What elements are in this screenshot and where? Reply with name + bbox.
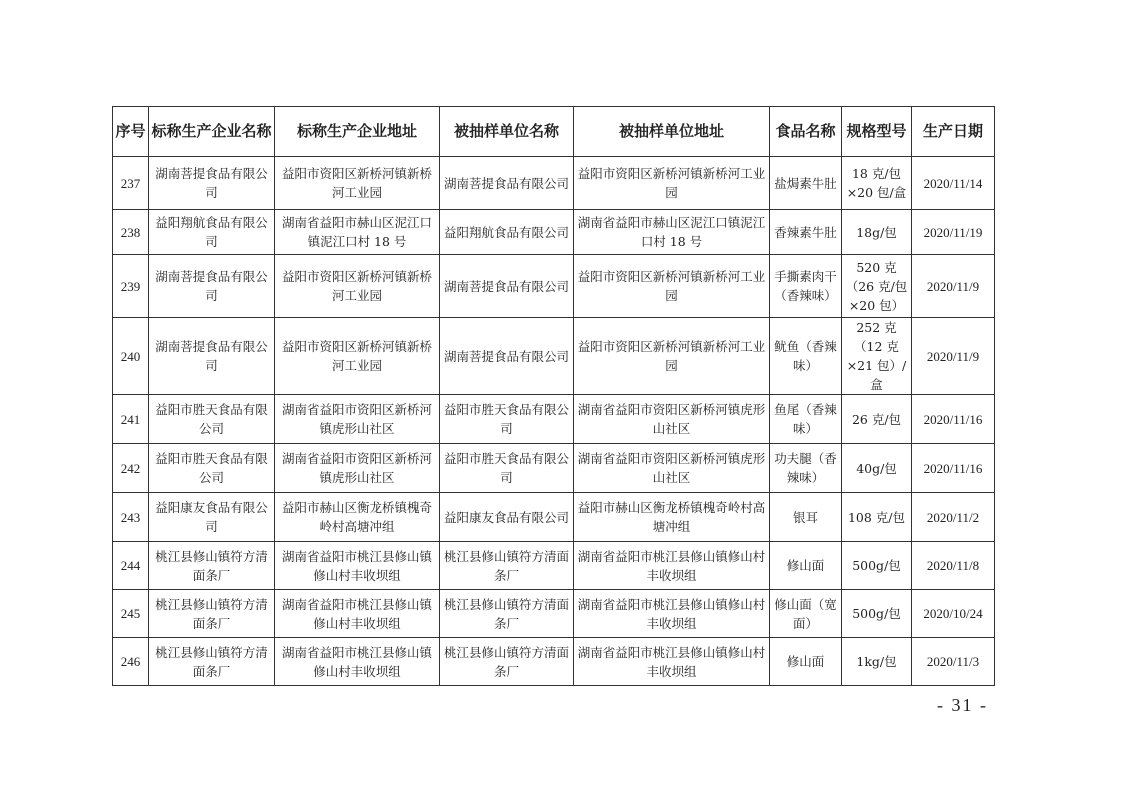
table-header-row bbox=[113, 107, 995, 157]
table-row bbox=[113, 444, 995, 493]
cell-food-name: 鱿鱼（香辣味） bbox=[770, 318, 842, 395]
cell-sampled-unit-name: 桃江县修山镇符方清面条厂 bbox=[440, 590, 574, 638]
cell-producer-address: 湖南省益阳市桃江县修山镇修山村丰收坝组 bbox=[275, 590, 440, 638]
cell-production-date: 2020/11/2 bbox=[912, 493, 995, 542]
table-row bbox=[113, 493, 995, 542]
table-row bbox=[113, 542, 995, 590]
cell-serial-no: 242 bbox=[113, 444, 149, 493]
cell-sampled-unit-address: 湖南省益阳市桃江县修山镇修山村丰收坝组 bbox=[574, 590, 770, 638]
header-specification: 规格型号 bbox=[842, 107, 912, 157]
cell-sampled-unit-address: 益阳市资阳区新桥河镇新桥河工业园 bbox=[574, 255, 770, 318]
table-row bbox=[113, 590, 995, 638]
table-row bbox=[113, 157, 995, 210]
cell-sampled-unit-address: 益阳市资阳区新桥河镇新桥河工业园 bbox=[574, 157, 770, 210]
cell-production-date: 2020/11/3 bbox=[912, 638, 995, 686]
cell-production-date: 2020/11/9 bbox=[912, 255, 995, 318]
cell-specification: 500g/包 bbox=[842, 542, 912, 590]
cell-food-name: 功夫腿（香辣味） bbox=[770, 444, 842, 493]
cell-serial-no: 245 bbox=[113, 590, 149, 638]
cell-producer-name: 益阳翔航食品有限公司 bbox=[149, 210, 275, 255]
cell-sampled-unit-address: 湖南省益阳市资阳区新桥河镇虎形山社区 bbox=[574, 444, 770, 493]
cell-sampled-unit-name: 益阳翔航食品有限公司 bbox=[440, 210, 574, 255]
sampling-table bbox=[112, 106, 995, 686]
cell-sampled-unit-address: 益阳市资阳区新桥河镇新桥河工业园 bbox=[574, 318, 770, 395]
cell-production-date: 2020/11/9 bbox=[912, 318, 995, 395]
cell-sampled-unit-address: 湖南省益阳市赫山区泥江口镇泥江口村 18 号 bbox=[574, 210, 770, 255]
cell-serial-no: 246 bbox=[113, 638, 149, 686]
cell-sampled-unit-address: 湖南省益阳市桃江县修山镇修山村丰收坝组 bbox=[574, 638, 770, 686]
cell-producer-address: 湖南省益阳市桃江县修山镇修山村丰收坝组 bbox=[275, 542, 440, 590]
cell-sampled-unit-name: 益阳市胜天食品有限公司 bbox=[440, 444, 574, 493]
cell-sampled-unit-address: 益阳市赫山区衡龙桥镇槐奇岭村高塘冲组 bbox=[574, 493, 770, 542]
cell-production-date: 2020/10/24 bbox=[912, 590, 995, 638]
header-producer-address: 标称生产企业地址 bbox=[275, 107, 440, 157]
cell-sampled-unit-name: 桃江县修山镇符方清面条厂 bbox=[440, 542, 574, 590]
cell-producer-name: 益阳市胜天食品有限公司 bbox=[149, 395, 275, 444]
cell-specification: 18g/包 bbox=[842, 210, 912, 255]
header-production-date: 生产日期 bbox=[912, 107, 995, 157]
page-number: - 31 - bbox=[937, 695, 988, 715]
cell-sampled-unit-name: 湖南菩提食品有限公司 bbox=[440, 255, 574, 318]
cell-producer-name: 益阳市胜天食品有限公司 bbox=[149, 444, 275, 493]
cell-producer-address: 湖南省益阳市桃江县修山镇修山村丰收坝组 bbox=[275, 638, 440, 686]
cell-specification: 520 克（26 克/包×20 包） bbox=[842, 255, 912, 318]
cell-producer-name: 湖南菩提食品有限公司 bbox=[149, 157, 275, 210]
cell-producer-address: 益阳市资阳区新桥河镇新桥河工业园 bbox=[275, 318, 440, 395]
header-sampled-unit-address: 被抽样单位地址 bbox=[574, 107, 770, 157]
cell-producer-name: 桃江县修山镇符方清面条厂 bbox=[149, 542, 275, 590]
cell-food-name: 手撕素肉干（香辣味） bbox=[770, 255, 842, 318]
cell-food-name: 鱼尾（香辣味） bbox=[770, 395, 842, 444]
cell-sampled-unit-name: 湖南菩提食品有限公司 bbox=[440, 318, 574, 395]
table-row bbox=[113, 255, 995, 318]
cell-producer-name: 桃江县修山镇符方清面条厂 bbox=[149, 590, 275, 638]
cell-sampled-unit-name: 益阳康友食品有限公司 bbox=[440, 493, 574, 542]
table-row bbox=[113, 395, 995, 444]
cell-serial-no: 243 bbox=[113, 493, 149, 542]
cell-food-name: 修山面 bbox=[770, 542, 842, 590]
cell-production-date: 2020/11/16 bbox=[912, 395, 995, 444]
cell-sampled-unit-name: 湖南菩提食品有限公司 bbox=[440, 157, 574, 210]
cell-food-name: 银耳 bbox=[770, 493, 842, 542]
cell-serial-no: 237 bbox=[113, 157, 149, 210]
cell-serial-no: 244 bbox=[113, 542, 149, 590]
cell-food-name: 修山面（宽面） bbox=[770, 590, 842, 638]
header-sampled-unit-name: 被抽样单位名称 bbox=[440, 107, 574, 157]
table-row bbox=[113, 210, 995, 255]
cell-serial-no: 239 bbox=[113, 255, 149, 318]
cell-producer-name: 益阳康友食品有限公司 bbox=[149, 493, 275, 542]
cell-specification: 252 克（12 克×21 包）/盒 bbox=[842, 318, 912, 395]
cell-sampled-unit-address: 湖南省益阳市桃江县修山镇修山村丰收坝组 bbox=[574, 542, 770, 590]
cell-specification: 26 克/包 bbox=[842, 395, 912, 444]
table-row bbox=[113, 318, 995, 395]
cell-serial-no: 238 bbox=[113, 210, 149, 255]
cell-production-date: 2020/11/8 bbox=[912, 542, 995, 590]
table-row bbox=[113, 638, 995, 686]
cell-producer-name: 桃江县修山镇符方清面条厂 bbox=[149, 638, 275, 686]
cell-food-name: 修山面 bbox=[770, 638, 842, 686]
header-food-name: 食品名称 bbox=[770, 107, 842, 157]
cell-producer-address: 湖南省益阳市资阳区新桥河镇虎形山社区 bbox=[275, 395, 440, 444]
cell-production-date: 2020/11/16 bbox=[912, 444, 995, 493]
cell-sampled-unit-address: 湖南省益阳市资阳区新桥河镇虎形山社区 bbox=[574, 395, 770, 444]
cell-specification: 108 克/包 bbox=[842, 493, 912, 542]
header-serial-no: 序号 bbox=[113, 107, 149, 157]
cell-serial-no: 240 bbox=[113, 318, 149, 395]
cell-production-date: 2020/11/19 bbox=[912, 210, 995, 255]
cell-sampled-unit-name: 桃江县修山镇符方清面条厂 bbox=[440, 638, 574, 686]
cell-producer-address: 湖南省益阳市赫山区泥江口镇泥江口村 18 号 bbox=[275, 210, 440, 255]
cell-producer-name: 湖南菩提食品有限公司 bbox=[149, 318, 275, 395]
cell-producer-address: 益阳市资阳区新桥河镇新桥河工业园 bbox=[275, 255, 440, 318]
cell-producer-name: 湖南菩提食品有限公司 bbox=[149, 255, 275, 318]
cell-specification: 500g/包 bbox=[842, 590, 912, 638]
cell-specification: 1kg/包 bbox=[842, 638, 912, 686]
cell-food-name: 香辣素牛肚 bbox=[770, 210, 842, 255]
cell-food-name: 盐焗素牛肚 bbox=[770, 157, 842, 210]
header-producer-name: 标称生产企业名称 bbox=[149, 107, 275, 157]
cell-production-date: 2020/11/14 bbox=[912, 157, 995, 210]
cell-specification: 40g/包 bbox=[842, 444, 912, 493]
cell-serial-no: 241 bbox=[113, 395, 149, 444]
cell-producer-address: 益阳市赫山区衡龙桥镇槐奇岭村高塘冲组 bbox=[275, 493, 440, 542]
cell-specification: 18 克/包×20 包/盒 bbox=[842, 157, 912, 210]
cell-sampled-unit-name: 益阳市胜天食品有限公司 bbox=[440, 395, 574, 444]
cell-producer-address: 湖南省益阳市资阳区新桥河镇虎形山社区 bbox=[275, 444, 440, 493]
cell-producer-address: 益阳市资阳区新桥河镇新桥河工业园 bbox=[275, 157, 440, 210]
